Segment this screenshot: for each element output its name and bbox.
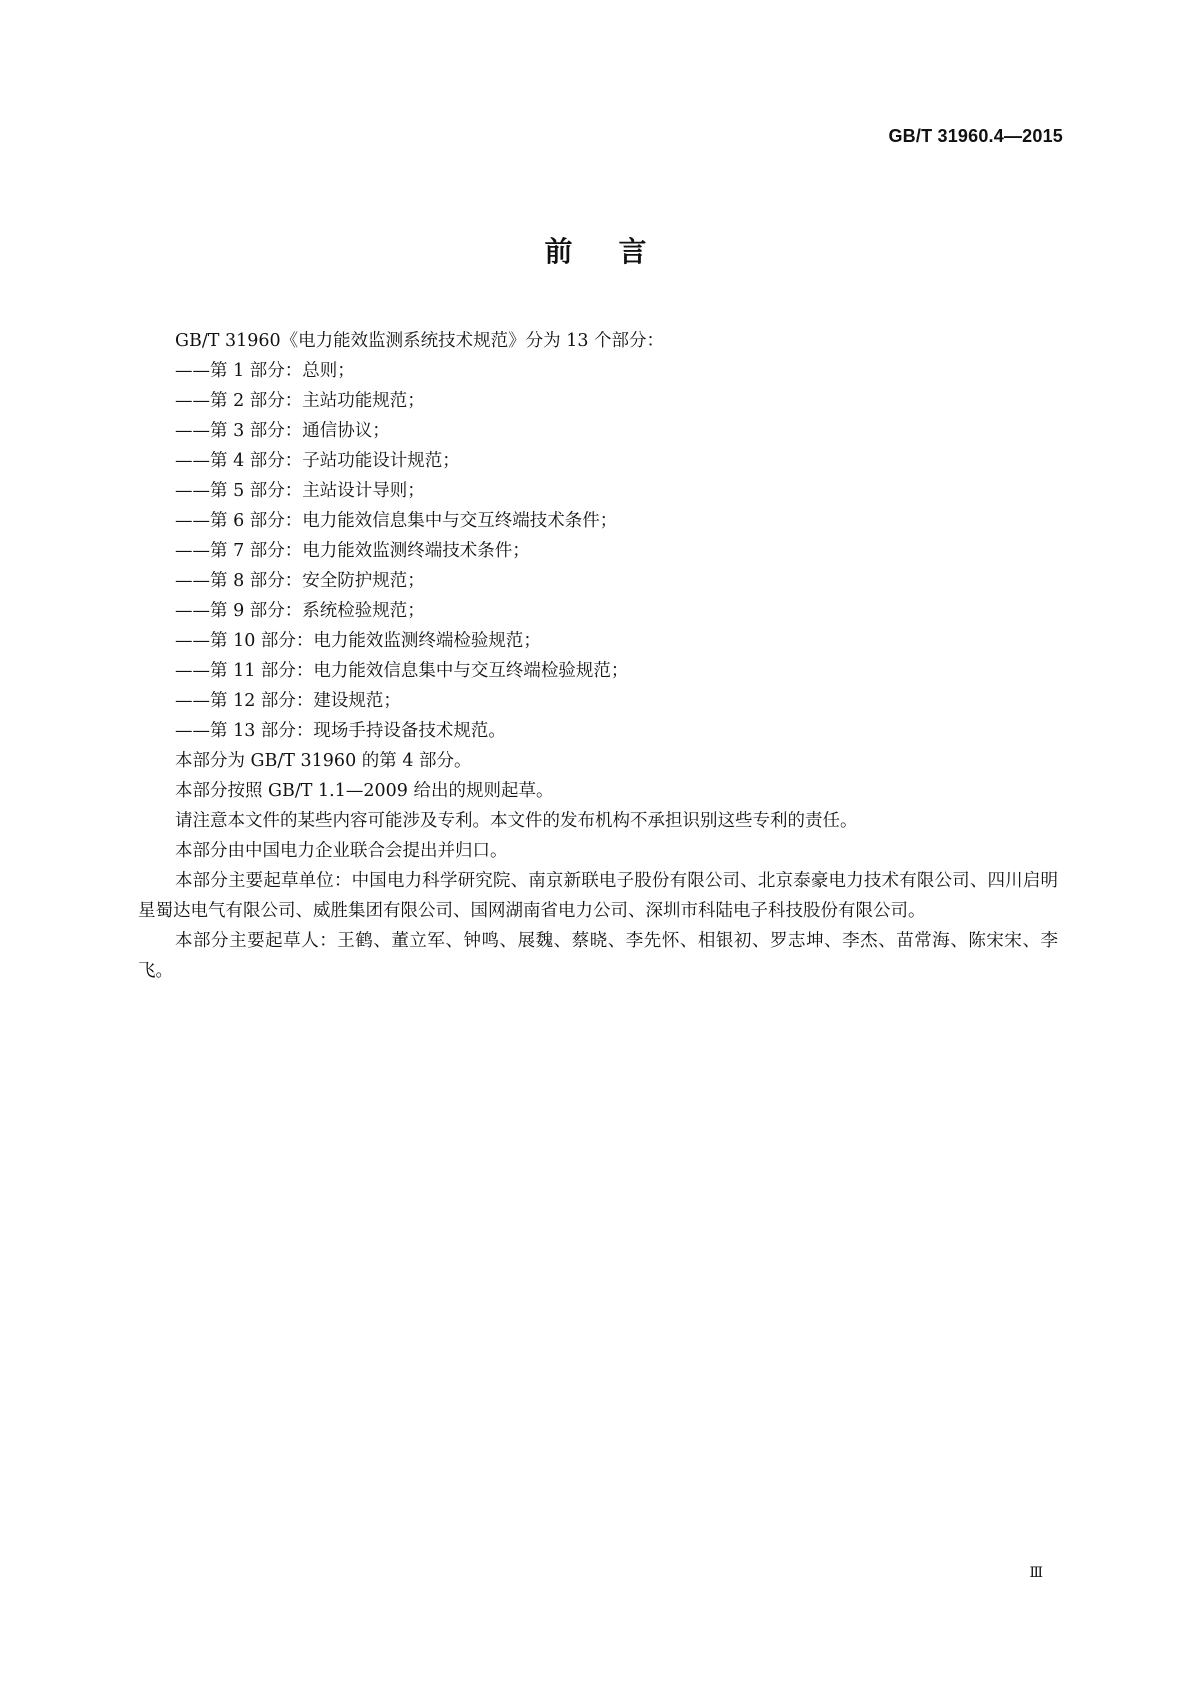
standard-number: GB/T 31960.4—2015 <box>888 126 1063 146</box>
part-item: ——第 1 部分：总则； <box>175 361 355 381</box>
page-number: Ⅲ <box>1029 1565 1043 1581</box>
part-item: ——第 12 部分：建设规范； <box>175 691 401 711</box>
drafters-paragraph: 本部分主要起草人：王鹤、董立军、钟鸣、展魏、蔡晓、李先怀、相银初、罗志坤、李杰、苗常海、陈宋宋、李飞。 <box>138 931 1058 981</box>
statement-part-number: 本部分为 GB/T 31960 的第 4 部分。 <box>175 751 472 771</box>
part-item: ——第 13 部分：现场手持设备技术规范。 <box>175 721 506 741</box>
page-title: 前言 <box>544 235 693 268</box>
part-item: ——第 8 部分：安全防护规范； <box>175 571 425 591</box>
part-item: ——第 3 部分：通信协议； <box>175 421 390 441</box>
drafting-units-paragraph: 本部分主要起草单位：中国电力科学研究院、南京新联电子股份有限公司、北京泰豪电力技术有限公司、四川启明星蜀达电气有限公司、威胜集团有限公司、国网湖南省电力公司、深圳市科陆电子科技股份有限公司。 <box>138 871 1058 921</box>
part-item: ——第 9 部分：系统检验规范； <box>175 601 425 621</box>
part-item: ——第 5 部分：主站设计导则； <box>175 481 425 501</box>
statement-patent-notice: 请注意本文件的某些内容可能涉及专利。本文件的发布机构不承担识别这些专利的责任。 <box>175 811 858 831</box>
part-item: ——第 2 部分：主站功能规范； <box>175 391 425 411</box>
foreword-body <box>138 326 1058 986</box>
part-item: ——第 4 部分：子站功能设计规范； <box>175 451 460 471</box>
part-item: ——第 6 部分：电力能效信息集中与交互终端技术条件； <box>175 511 618 531</box>
part-item: ——第 10 部分：电力能效监测终端检验规范； <box>175 631 541 651</box>
statement-proposer: 本部分由中国电力企业联合会提出并归口。 <box>175 841 508 861</box>
part-item: ——第 7 部分：电力能效监测终端技术条件； <box>175 541 530 561</box>
intro-line: GB/T 31960《电力能效监测系统技术规范》分为 13 个部分： <box>175 331 665 351</box>
statement-drafting-rules: 本部分按照 GB/T 1.1—2009 给出的规则起草。 <box>175 781 554 801</box>
part-item: ——第 11 部分：电力能效信息集中与交互终端检验规范； <box>175 661 629 681</box>
